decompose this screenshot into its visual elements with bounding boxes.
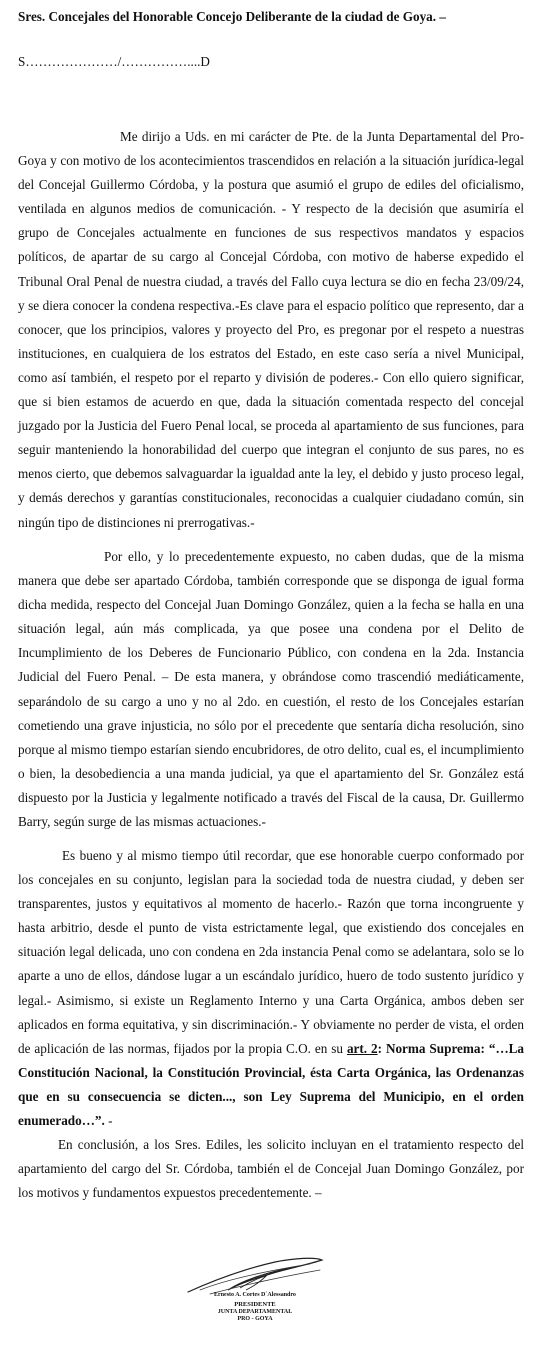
paragraph-2 xyxy=(18,545,524,834)
paragraph-3-end: - xyxy=(108,1113,113,1129)
signer-name: Ernesto A. Cortes D´Alessandro xyxy=(214,1292,296,1298)
paragraph-3-text xyxy=(18,844,524,1133)
paragraph-3 xyxy=(18,844,524,1133)
paragraph-3-main: Es bueno y al mismo tiempo útil recordar, que ese honorable cuerpo conformado por los concejales en su conjunto, legislan para la sociedad toda de nuestra ciudad, y deben ser transparentes, justos y equitativos al momento de hacerlo.- Razón que torna incongruente y hasta arbitrio, desde el punto de vista estrictamente legal, que existiendo dos concejales en situación legal delicada, uno con condena en 2da instancia Penal como se adelantara, solo se lo aparte a uno de ellos, dándose lugar a un escándalo jurídico, huero de todo sustento jurídico y legal.- Asimismo, si existe un Reglamento Interno y una Carta Orgánica, ambos deben ser aplicados en forma equitativa, y sin discriminación.- Y obviamente no perder de vista, el orden de aplicación de las normas, fijados por la propia C.O. en su xyxy=(18,848,524,1056)
article-reference: art. 2 xyxy=(346,1040,378,1056)
signature-block xyxy=(180,1252,330,1332)
paragraph-4 xyxy=(18,1133,524,1205)
norma-suprema-label: : Norma Suprema: xyxy=(377,1040,485,1056)
signer-party: PRO - GOYA xyxy=(237,1316,273,1322)
letter-salutation: S…………………/……………....D xyxy=(18,54,210,69)
paragraph-1 xyxy=(18,125,524,535)
paragraph-2-text: Por ello, y lo precedentemente expuesto, no caben dudas, que de la misma manera que debe ser apartado Córdoba, también corresponde que se disponga de igual forma dicha medida, respecto del Concejal Juan Domingo González, quien a la fecha se halla en una situación legal, aún más complicada, ya que posee una condena por el Delito de Incumplimiento de los Deberes de Funcionario Público, con condena en la 2da. Instancia Judicial del Fuero Penal. – De esta manera, y obrándose como trascendió mediáticamente, separándolo de su cargo a uno y no al 2do. en cuestión, el resto de los Concejales estarían cometiendo una grave injusticia, no sólo por el precedente que sentaría dicha resolución, sino porque al mismo tiempo estarían siendo encubridores, de otro delito, cual es, el incumplimiento o bien, la desobediencia a una manda judicial, ya que el apartamiento del Sr. González está dispuesto por la Justicia y legalmente notificado a través del Fiscal de la causa, Dr. Guillermo Barry, según surge de las mismas actuaciones.- xyxy=(18,549,524,830)
signer-organization: JUNTA DEPARTAMENTAL xyxy=(217,1309,293,1315)
paragraph-1-text: Me dirijo a Uds. en mi carácter de Pte. de la Junta Departamental del Pro- Goya y con motivo de los acontecimientos trascendidos en relación a la situación jurídica-legal del Concejal Guillermo Córdoba, y la postura que asumió el grupo de ediles del oficialismo, ventilada en algunos medios de comunicación. - Y respecto de la decisión que asumiría el grupo de Concejales actualmente en funciones de sus respectivos mandatos y espacios políticos, de apartar de su cargo al Concejal Córdoba, con motivo de haberse expedido el Tribunal Oral Penal de nuestra ciudad, a través del Fallo cuya lectura se dio en fecha 23/09/24, y se diera conocer la condena respectiva.-Es clave para el espacio político que represento, dar a conocer, que los principios, valores y proyecto del Pro, es pregonar por el respeto a nuestras instituciones, en cualquiera de los estratos del Estado, en este caso sería a nivel Municipal, como así también, el respeto por el reparto y división de poderes.- Con ello quiero significar, que si bien estamos de acuerdo en que, dada la situación comentada respecto del concejal juzgado por la Justicia del Fuero Penal local, se proceda al apartamiento de sus funciones, para seguir manteniendo la honorabilidad del cuerpo que integran el conjunto de sus pares, no es menos cierto, que debemos salvaguardar la igualdad ante la ley, el debido y justo proceso legal, y demás derechos y garantías constitucionales, reconocidas a cualquier ciudadano común, sin ningún tipo de distinciones ni prerrogativas.- xyxy=(18,129,524,530)
constitution-quote: “…La Constitución Nacional, la Constitución Provincial, ésta Carta Orgánica, las Ordenanzas que en su consecuencia se dicten..., son Ley Suprema del Municipio, en el orden enumerado…”. xyxy=(18,1040,525,1129)
signer-title: PRESIDENTE xyxy=(234,1301,276,1308)
letter-header: Sres. Concejales del Honorable Concejo Deliberante de la ciudad de Goya. – xyxy=(18,9,446,24)
paragraph-4-text: En conclusión, a los Sres. Ediles, les solicito incluyan en el tratamiento respecto del apartamiento del cargo del Sr. Córdoba, también el de Concejal Juan Domingo González, por los motivos y fundamentos expuestos precedentemente. – xyxy=(18,1137,524,1201)
